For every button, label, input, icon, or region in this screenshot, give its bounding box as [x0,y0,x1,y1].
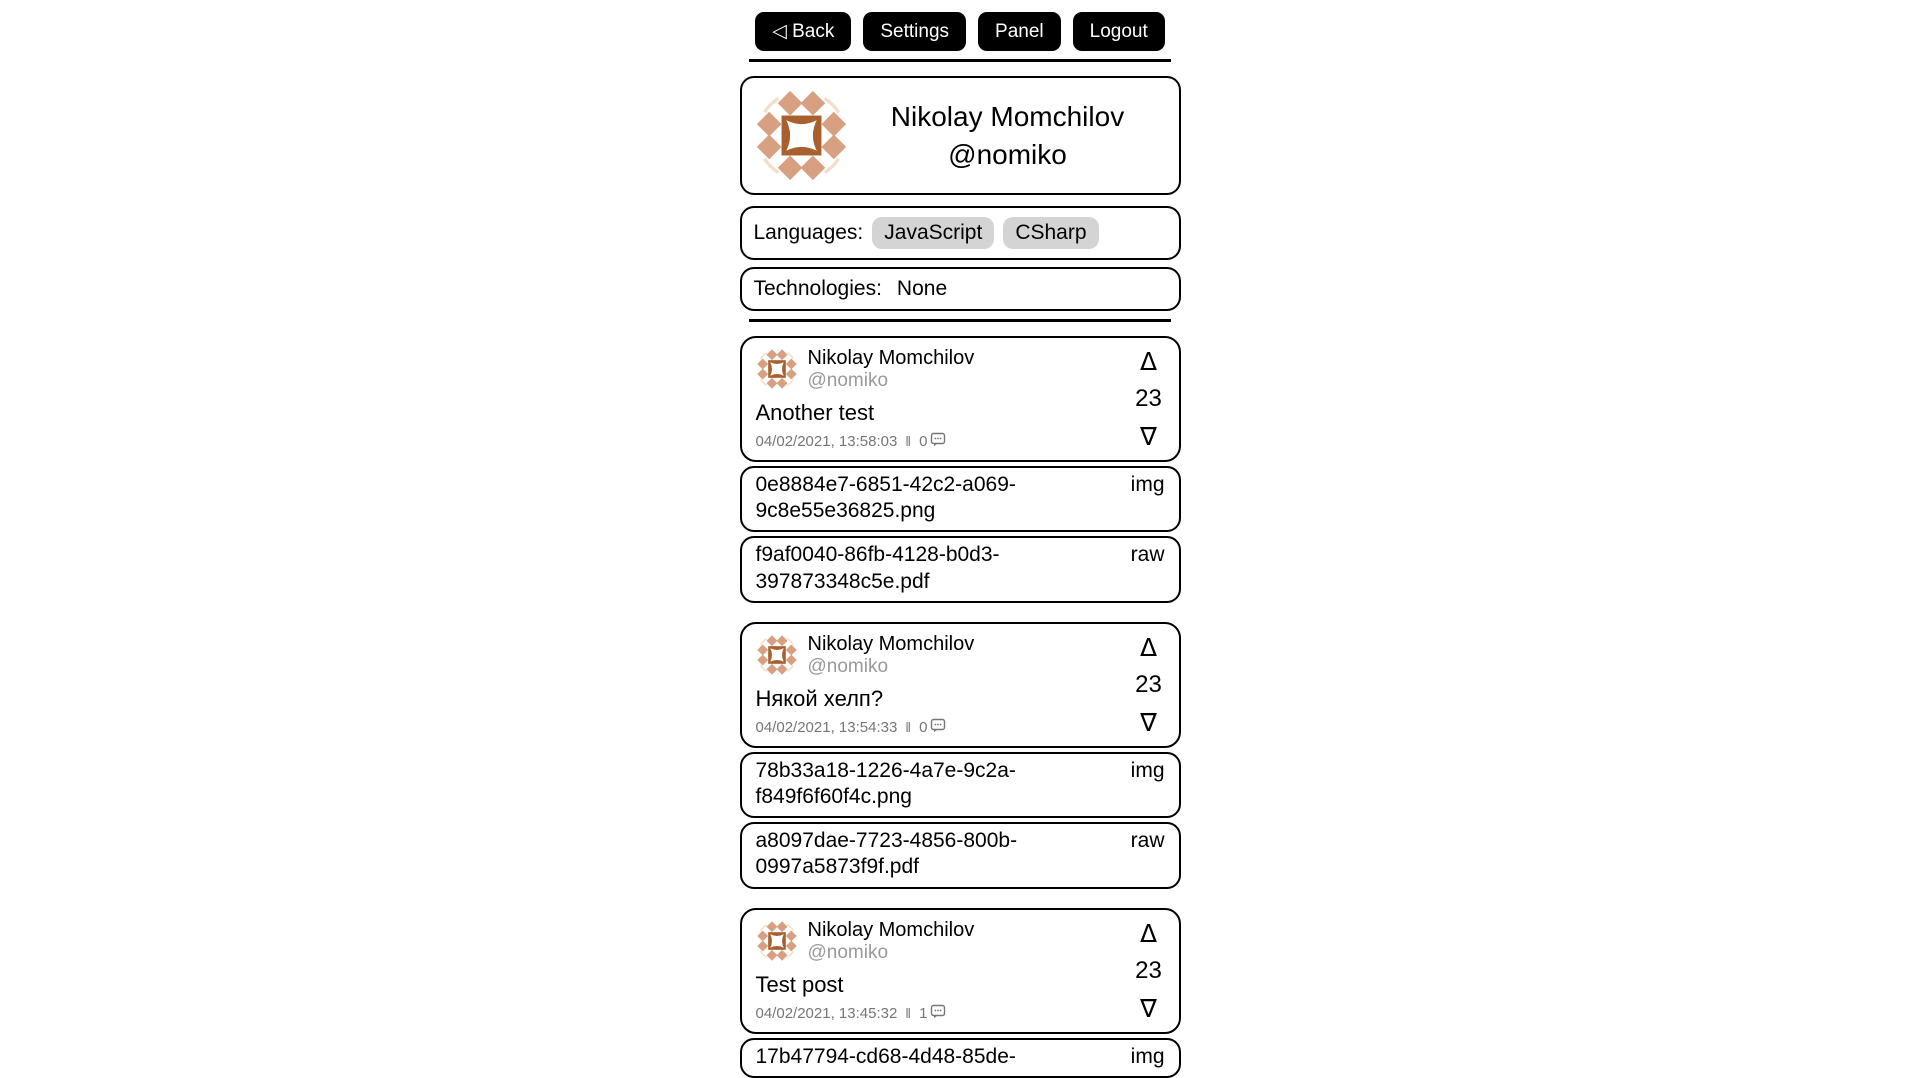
post-card[interactable] [740,908,1181,1034]
back-button[interactable]: ◁ Back [755,12,851,51]
technologies-value: None [896,277,948,300]
attachment-filename: 0e8884e7-6851-42c2-a069-9c8e55e36825.png [755,472,1016,523]
top-divider [749,59,1171,62]
post [740,336,1181,603]
post-author-handle: @nomiko [807,941,889,963]
attachment-row[interactable] [740,1038,1181,1078]
profile-handle: @nomiko [948,138,1067,170]
identicon-avatar-icon [756,348,798,390]
post-header [756,347,975,392]
profile-display-name: Nikolay Momchilov [890,101,1125,133]
comments-icon [930,1004,946,1019]
downvote-button[interactable]: ∇ [1140,707,1157,737]
meta-separator: ‖ [905,433,912,450]
post-comments [919,432,946,451]
identicon-avatar-icon [756,634,798,676]
attachment-type-badge: raw [1130,829,1165,853]
post-author-handle: @nomiko [807,370,889,391]
post-author-avatar [756,634,798,676]
profile-page [740,0,1181,1078]
upvote-button[interactable]: Δ [1139,347,1158,376]
attachment-type-badge: img [1130,1044,1165,1068]
attachment-filename: 78b33a18-1226-4a7e-9c2a-f849f6f60f4c.png [755,758,1016,808]
attachment-row[interactable] [740,752,1181,819]
profile-name-block [849,98,1167,172]
identicon-avatar-icon [754,88,849,183]
vote-score: 23 [1135,384,1162,412]
comments-icon [930,432,946,447]
meta-separator: ‖ [905,1005,912,1022]
vote-controls [1133,919,1167,1023]
vote-controls [1133,633,1167,737]
post-card[interactable] [740,336,1181,462]
post-timestamp: 04/02/2021, 13:58:03 [755,432,898,450]
panel-button[interactable]: Panel [978,12,1061,51]
post-title: Някой хелп? [755,685,884,711]
post-author-avatar [756,348,798,390]
post-author-name: Nikolay Momchilov [807,918,975,941]
post-author-name: Nikolay Momchilov [807,632,975,655]
post-comments [919,718,946,737]
comment-count: 0 [919,718,928,736]
meta-separator: ‖ [905,719,912,736]
attachment-filename: f9af0040-86fb-4128-b0d3-397873348c5e.pdf [755,543,1000,593]
attachment-type-badge: img [1130,472,1165,496]
upvote-button[interactable]: Δ [1139,632,1158,662]
post-author-name: Nikolay Momchilov [807,347,975,369]
vote-controls [1133,347,1167,451]
downvote-button[interactable]: ∇ [1140,993,1157,1023]
attachment-filename: a8097dae-7723-4856-800b-0997a5873f9f.pdf [755,829,1018,879]
post-card[interactable] [740,622,1181,748]
comment-count: 1 [919,1004,928,1022]
profile-avatar [754,88,849,183]
post-header [756,633,975,678]
post-comments [919,1004,946,1023]
post [740,908,1181,1078]
post-author-handle: @nomiko [807,655,889,677]
vote-score: 23 [1135,670,1162,698]
posts-list [740,336,1181,1078]
post [740,622,1181,889]
post-meta [756,1004,975,1023]
vote-score: 23 [1135,956,1162,984]
languages-card [740,206,1181,260]
identicon-avatar-icon [756,920,798,962]
post-meta [756,718,975,737]
post-title: Another test [755,399,875,425]
post-timestamp: 04/02/2021, 13:45:32 [755,1004,898,1022]
post-header [756,919,975,964]
comments-icon [930,718,946,733]
language-tag-javascript: JavaScript [872,217,994,249]
attachment-type-badge: img [1130,758,1165,782]
language-tag-csharp: CSharp [1003,217,1098,249]
attachment-row[interactable] [740,536,1181,603]
top-navigation [740,12,1181,51]
profile-card [740,76,1181,195]
logout-button[interactable]: Logout [1073,12,1165,51]
attachment-row[interactable] [740,822,1181,889]
post-timestamp: 04/02/2021, 13:54:33 [755,718,898,736]
technologies-card [740,267,1181,311]
settings-button[interactable]: Settings [863,12,966,51]
post-title: Test post [755,971,844,997]
post-meta [756,432,975,451]
languages-label: Languages: [753,221,864,244]
posts-divider [749,319,1171,322]
downvote-button[interactable]: ∇ [1140,421,1157,451]
post-author-avatar [756,920,798,962]
technologies-label: Technologies: [753,277,882,300]
upvote-button[interactable]: Δ [1139,918,1158,948]
comment-count: 0 [919,432,928,450]
attachment-row[interactable] [740,466,1181,533]
attachment-type-badge: raw [1130,543,1165,567]
attachment-filename: 17b47794-cd68-4d48-85de- [755,1044,1016,1068]
